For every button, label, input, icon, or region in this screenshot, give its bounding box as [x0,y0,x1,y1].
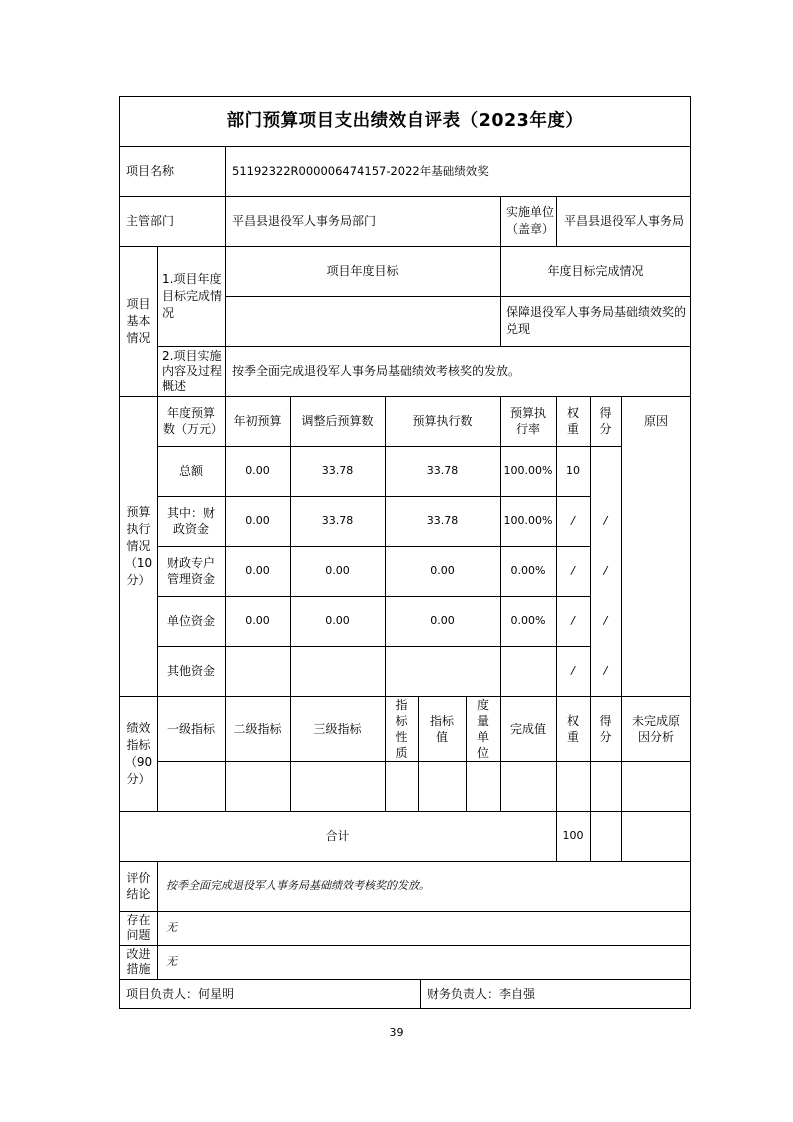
goal-section-label: 1.项目年度目标完成情况 [162,271,223,320]
page-number: 39 [389,1026,404,1039]
project-owner: 项目负责人：何星明 [126,987,235,1001]
eval-label: 评价结论 [126,871,151,901]
budget-row-initial: 0.00 [245,564,270,577]
budget-row-score [590,446,621,496]
impl-unit-label: 实施单位（盖章） [506,205,555,236]
perf-header-value: 指标值 [429,713,454,744]
budget-row-adjusted [290,646,385,696]
budget-row-executed: 33.78 [426,514,459,527]
budget-row-rate: 0.00% [510,564,546,577]
perf-header-level3: 三级指标 [313,721,362,736]
budget-header-reason: 原因 [643,414,668,428]
budget-row-weight: / [571,664,575,677]
budget-header-weight: 权重 [566,406,579,436]
perf-header-unit: 度量单位 [476,697,489,760]
budget-header-executed: 预算执行数 [412,414,473,428]
budget-section-label: 预算执行情况（10分） [124,504,153,587]
budget-row-rate: 0.00% [510,614,546,627]
budget-row-executed: 0.00 [430,614,455,627]
total-label: 合计 [325,829,350,843]
perf-header-score: 得分 [599,713,612,744]
budget-row-initial [225,646,290,696]
problem-value: 无 [166,921,177,934]
goal-completion-value: 保障退役军人事务局基础绩效奖的兑现 [506,305,687,336]
dept-value: 平昌县退役军人事务局部门 [232,214,377,228]
improve-label: 改进措施 [126,947,151,976]
budget-row-initial: 0.00 [245,464,270,477]
perf-header-completed: 完成值 [509,721,546,736]
budget-row-initial: 0.00 [245,514,270,527]
perf-header-nature: 指标性质 [395,697,408,760]
budget-header-amount: 年度预算数（万元） [163,406,224,436]
perf-header-level1: 一级指标 [166,721,215,736]
budget-row-weight: / [571,614,575,627]
project-name-label: 项目名称 [126,164,175,178]
dept-label: 主管部门 [126,214,175,228]
budget-row-adjusted: 33.78 [321,514,354,527]
basic-info-label: 项目基本情况 [126,296,151,345]
budget-row-name: 财政专户管理资金 [166,556,215,586]
goal-completion-header: 年度目标完成情况 [547,264,644,278]
budget-header-score: 得分 [599,406,612,436]
budget-row-rate [500,646,556,696]
problem-label: 存在问题 [126,913,151,942]
budget-header-rate: 预算执行率 [509,406,546,436]
budget-row-score: / [603,564,608,577]
budget-row-score: / [603,614,608,627]
budget-row-name: 其他资金 [166,664,215,678]
budget-row-initial: 0.00 [245,614,270,627]
eval-value: 按季全面完成退役军人事务局基础绩效考核奖的发放。 [166,879,430,892]
improve-value: 无 [166,955,177,968]
impl-unit-value: 平昌县退役军人事务局 [563,214,684,228]
impl-section-label: 2.项目实施内容及过程概述 [162,348,223,393]
finance-owner: 财务负责人：李自强 [427,987,536,1001]
total-weight: 100 [562,829,584,842]
budget-header-adjusted: 调整后预算数 [301,414,374,428]
goal-value [225,296,500,346]
budget-row-executed: 33.78 [426,464,459,477]
budget-row-score: / [603,664,608,677]
perf-header-weight: 权重 [566,713,579,744]
perf-section-label: 绩效指标（90分） [124,720,153,786]
budget-row-name: 单位资金 [166,614,215,628]
project-name-value: 51192322R000006474157-2022年基础绩效奖 [232,164,489,178]
impl-value: 按季全面完成退役军人事务局基础绩效考核奖的发放。 [232,364,521,378]
budget-row-rate: 100.00% [503,514,553,527]
budget-row-adjusted: 0.00 [325,614,350,627]
budget-row-name: 其中：财政资金 [166,506,215,536]
budget-row-executed [385,646,500,696]
budget-row-executed: 0.00 [430,564,455,577]
perf-header-reason: 未完成原因分析 [631,713,680,744]
perf-header-level2: 二级指标 [233,721,282,736]
budget-row-weight: / [571,564,575,577]
budget-row-weight: / [571,514,575,527]
goal-header: 项目年度目标 [326,264,399,278]
budget-row-adjusted: 0.00 [325,564,350,577]
budget-row-name: 总额 [178,464,203,478]
budget-row-rate: 100.00% [503,464,553,477]
budget-header-initial: 年初预算 [233,414,282,428]
budget-row-adjusted: 33.78 [321,464,354,477]
page-title: 部门预算项目支出绩效自评表（2023年度） [226,111,584,131]
budget-row-weight: 10 [566,464,580,477]
budget-row-score: / [603,514,608,527]
